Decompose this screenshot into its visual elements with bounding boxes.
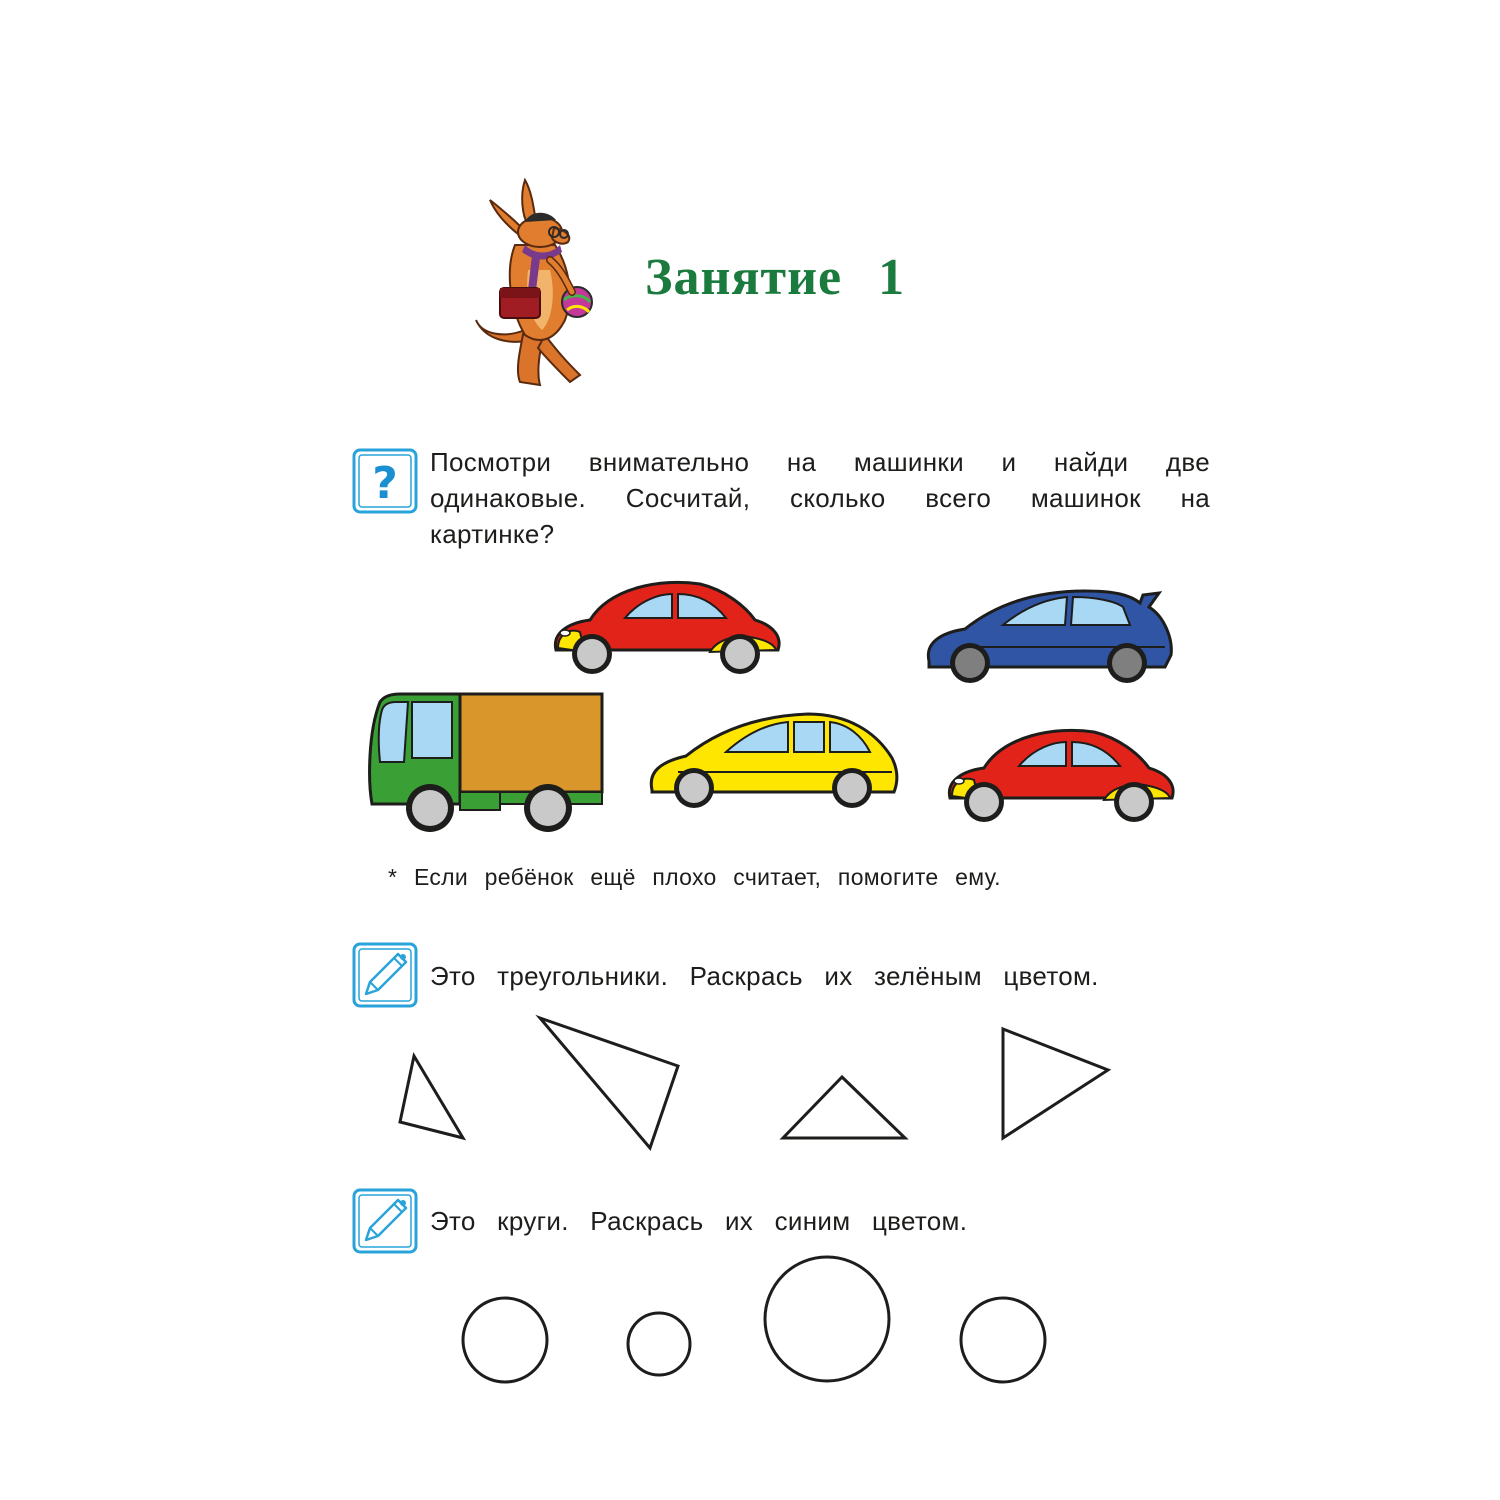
svg-text:?: ? [372,458,398,509]
task-1-text: Посмотри внимательно на машинки и найди две одинаковые. Сосчитай, сколько всего машинок на картинке? [430,447,1210,549]
task-3-text: Это круги. Раскрась их синим цветом. [430,1206,968,1236]
circle-2[interactable] [628,1313,690,1375]
task-2-text: Это треугольники. Раскрась их зелёным цветом. [430,961,1099,991]
circle-4[interactable] [961,1298,1045,1382]
circle-3[interactable] [765,1257,889,1381]
circle-1[interactable] [463,1298,547,1382]
parent-note: * Если ребёнок ещё плохо считает, помогите ему. [388,864,1001,890]
lesson-title: Занятие 1 [645,249,906,306]
